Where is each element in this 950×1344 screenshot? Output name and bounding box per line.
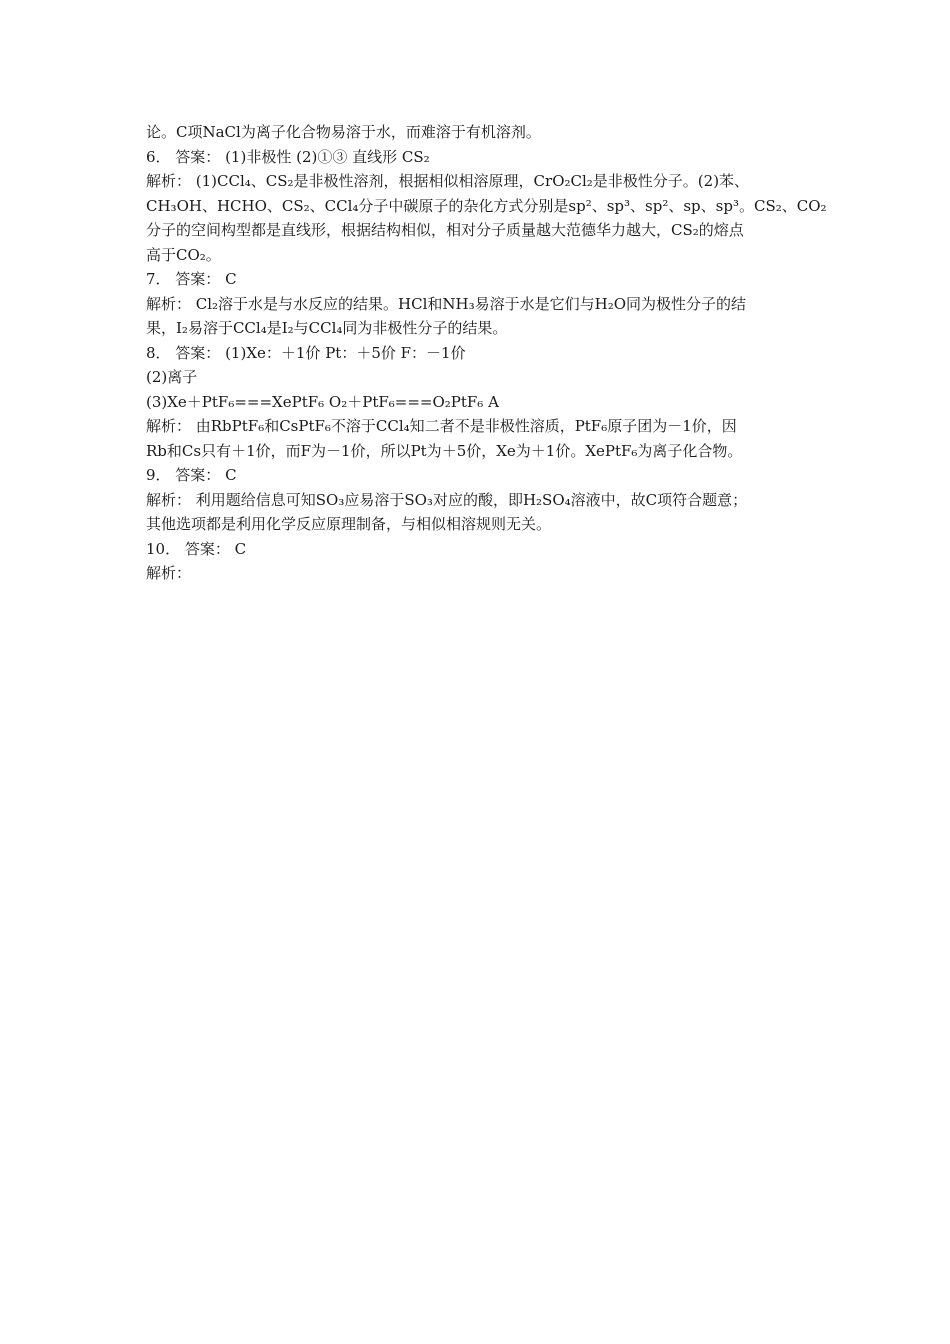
explanation-10-line-1: 解析：	[146, 564, 192, 582]
answer-8-part-2: (2)离子	[146, 368, 198, 386]
explanation-6-line-2: CH₃OH、HCHO、CS₂、CCl₄分子中碳原子的杂化方式分别是sp²、sp³、sp²、sp、sp³。CS₂、CO₂	[146, 196, 827, 215]
explanation-7-line-1: 解析： Cl₂溶于水是与水反应的结果。HCl和NH₃易溶于水是它们与H₂O同为极性分子的结	[146, 294, 747, 313]
explanation-6-line-3: 分子的空间构型都是直线形，根据结构相似，相对分子质量越大范德华力越大，CS₂的熔点	[146, 221, 744, 239]
answer-7: 7． 答案： C	[146, 270, 237, 288]
explanation-6-line-1: 解析： (1)CCl₄、CS₂是非极性溶剂，根据相似相溶原理，CrO₂Cl₂是非极性分子。(2)苯、	[146, 172, 750, 190]
explanation-8-line-2: Rb和Cs只有＋1价，而F为－1价，所以Pt为＋5价，Xe为＋1价。XePtF₆为离子化合物。	[146, 441, 743, 460]
explanation-6-line-4: 高于CO₂。	[146, 245, 221, 264]
answer-10: 10． 答案： C	[146, 539, 247, 558]
answer-8-part-3: (3)Xe＋PtF₆===XePtF₆ O₂＋PtF₆===O₂PtF₆ A	[146, 392, 499, 411]
text-line: 论。C项NaCl为离子化合物易溶于水，而难溶于有机溶剂。	[146, 123, 541, 141]
answer-text-block	[146, 120, 827, 586]
explanation-7-line-2: 果，I₂易溶于CCl₄是I₂与CCl₄同为非极性分子的结果。	[146, 319, 508, 337]
explanation-9-line-2: 其他选项都是利用化学反应原理制备，与相似相溶规则无关。	[146, 515, 552, 533]
explanation-9-line-1: 解析： 利用题给信息可知SO₃应易溶于SO₃对应的酸，即H₂SO₄溶液中，故C项符合题意；	[146, 490, 748, 509]
explanation-8-line-1: 解析： 由RbPtF₆和CsPtF₆不溶于CCl₄知二者不是非极性溶质，PtF₆原子团为－1价，因	[146, 417, 737, 435]
answer-6: 6． 答案： (1)非极性 (2)①③ 直线形 CS₂	[146, 147, 430, 166]
answer-8: 8． 答案： (1)Xe：＋1价 Pt：＋5价 F：－1价	[146, 343, 466, 362]
answer-9: 9． 答案： C	[146, 466, 237, 484]
